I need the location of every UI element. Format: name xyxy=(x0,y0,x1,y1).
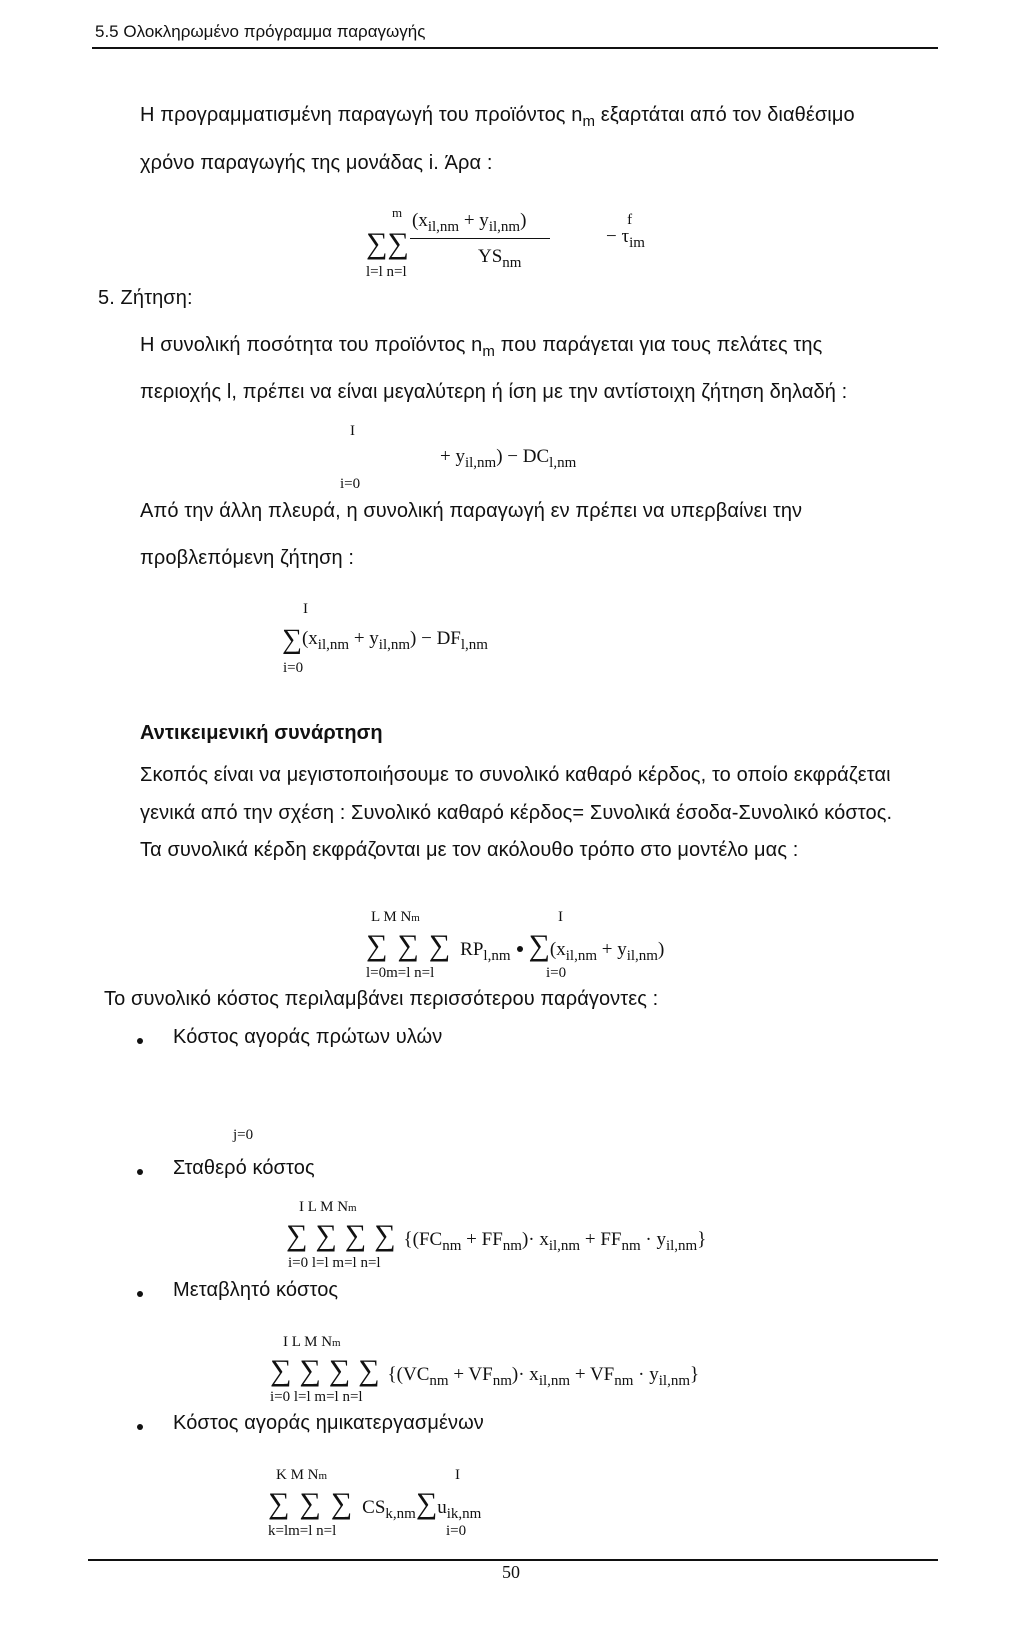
para1-line1: Η προγραμματισμένη παραγωγή του προϊόντος $n_m$ εξαρτάται από τον διαθέσιμο xyxy=(140,104,855,130)
eq6-lower-bounds: i=0 l=l m=l n=l xyxy=(288,1255,381,1271)
eq4-lower-bounds: l=0m=l n=l xyxy=(366,965,435,981)
eq6-body: $\sum\sum\sum\sum\{(FC_{nm} + FF_{nm})\cdot x_{il,nm} + FF_{nm} \cdot y_{il,nm}\}$ xyxy=(286,1219,707,1254)
eq1-top-mark: m xyxy=(392,205,403,220)
page-number: 50 xyxy=(502,1562,520,1582)
eq6-upper-bounds: I L M Nm xyxy=(299,1199,357,1215)
eq5-lower-bound: j=0 xyxy=(233,1127,254,1143)
eq4-upper-bounds: L M Nm xyxy=(371,909,420,925)
eq2-upper-bound: I xyxy=(350,423,355,439)
eq1-numerator: $(x_{il,nm} + y_{il,nm})$ xyxy=(412,210,527,235)
eq1-sum-symbols: ∑∑ xyxy=(366,227,409,260)
footer-rule xyxy=(88,1559,938,1561)
section-title: Αντικειμενική συνάρτηση xyxy=(140,722,383,744)
para3-line2: προβλεπόμενη ζήτηση : xyxy=(140,547,355,569)
eq4-body: $\sum\sum\sum RP_{l,nm}$ $\sum(x_{il,nm} + y_{il,nm})$ xyxy=(366,929,665,964)
item5-label: 5. Ζήτηση: xyxy=(98,287,193,309)
bullet-raw-materials: Κόστος αγοράς πρώτων υλών xyxy=(173,1026,443,1048)
eq1-fraction-line xyxy=(410,238,550,239)
bullet-variable-cost: Μεταβλητό κόστος xyxy=(173,1279,339,1301)
eq7-upper-bounds: I L M Nm xyxy=(283,1334,341,1350)
eq3-lower-bound: i=0 xyxy=(283,660,304,676)
eq4-upper-bound-2: I xyxy=(558,909,563,925)
eq8-upper-bounds: K M Nm xyxy=(276,1467,328,1483)
eq3-body: $\sum(x_{il,nm} + y_{il,nm}) - DF_{l,nm}$ xyxy=(282,624,488,655)
eq3-upper-bound: I xyxy=(303,601,308,617)
bullet-dot xyxy=(137,1291,143,1297)
eq7-lower-bounds: i=0 l=l m=l n=l xyxy=(270,1389,363,1405)
eq1-bounds: l=l n=l xyxy=(366,264,407,280)
para2-line2: περιοχής l, πρέπει να είναι μεγαλύτερη ή ίση με την αντίστοιχη ζήτηση δηλαδή : xyxy=(140,381,848,403)
eq2-body: + $y_{il,nm}) - DC_{l,nm}$ xyxy=(440,446,577,471)
bullet-dot xyxy=(137,1424,143,1430)
eq1-denominator: $YS_{nm}$ xyxy=(478,246,522,271)
para3-line1: Από την άλλη πλευρά, η συνολική παραγωγή εν πρέπει να υπερβαίνει την xyxy=(140,500,803,522)
para5-line1: Το συνολικό κόστος περιλαμβάνει περισσότερου παράγοντες : xyxy=(104,988,659,1010)
bullet-dot xyxy=(137,1169,143,1175)
bullet-dot xyxy=(137,1038,143,1044)
eq8-lower-bounds: k=lm=l n=l xyxy=(268,1523,337,1539)
eq8-lower-bound-2: i=0 xyxy=(446,1523,467,1539)
multiplication-dot xyxy=(517,946,523,952)
eq7-body: $\sum\sum\sum\sum\{(VC_{nm} + VF_{nm})\cdot x_{il,nm} + VF_{nm} \cdot y_{il,nm}\}$ xyxy=(270,1354,700,1389)
eq8-body: $\sum\sum\sum CS_{k,nm}\sum u_{ik,nm}$ xyxy=(268,1487,482,1522)
eq4-lower-bound-2: i=0 xyxy=(546,965,567,981)
bullet-semi-finished: Κόστος αγοράς ημικατεργασμένων xyxy=(173,1412,484,1434)
running-header: 5.5 Ολοκληρωμένο πρόγραμμα παραγωγής xyxy=(95,22,426,41)
para4-line2: γενικά από την σχέση : Συνολικό καθαρό κέρδος= Συνολικά έσοδα-Συνολικό κόστος. xyxy=(140,802,893,824)
eq2-lower-bound: i=0 xyxy=(340,476,361,492)
para4-line3: Τα συνολικά κέρδη εκφράζονται με τον ακόλουθο τρόπο στο μοντέλο μας : xyxy=(140,839,799,861)
eq1-tau: − τ f $_{im}$ xyxy=(606,212,645,251)
para1-line2: χρόνο παραγωγής της μονάδας i. Άρα : xyxy=(140,152,493,174)
eq8-upper-bound-2: I xyxy=(455,1467,460,1483)
bullet-fixed-cost: Σταθερό κόστος xyxy=(173,1157,315,1179)
para4-line1: Σκοπός είναι να μεγιστοποιήσουμε το συνολικό καθαρό κέρδος, το οποίο εκφράζεται xyxy=(140,764,891,786)
para2-line1: Η συνολική ποσότητα του προϊόντος $n_m$ που παράγεται για τους πελάτες της xyxy=(140,334,823,360)
header-rule xyxy=(92,47,938,49)
